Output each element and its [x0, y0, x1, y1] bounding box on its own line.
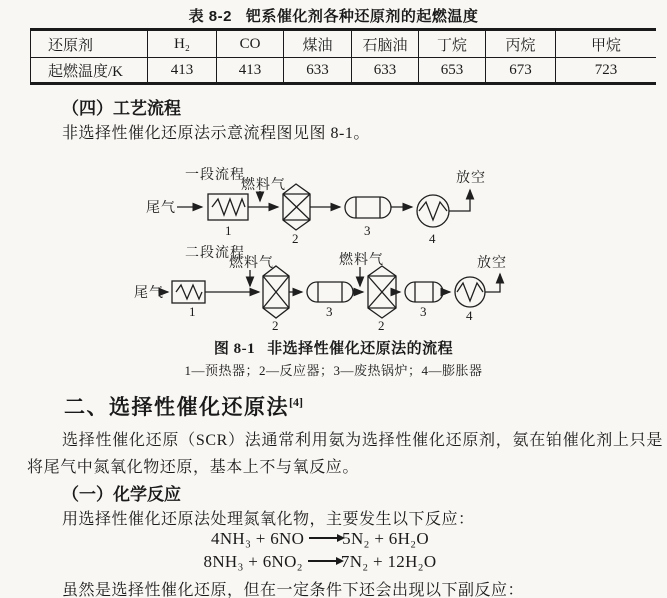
table-cell: 673: [486, 58, 556, 84]
table-cell: 653: [419, 58, 486, 84]
figure-number: 图 8-1: [213, 341, 256, 357]
reaction-arrow-icon: [309, 537, 339, 539]
vent-label: 放空: [456, 171, 486, 186]
waste-heat-boiler-symbol: [307, 282, 353, 302]
table-header-cell: 丁烷: [419, 30, 486, 58]
reactor-symbol: [283, 184, 310, 230]
side-reactions-note: 虽然是选择性催化还原，但在一定条件下还会出现以下副反应：: [62, 582, 525, 598]
equip-number-label: 3: [326, 304, 333, 319]
stage-two-label: 二段流程: [185, 246, 245, 261]
expander-symbol: [417, 195, 449, 227]
figure-caption-text: 非选择性催化还原法的流程: [267, 341, 454, 357]
table-cell: 633: [352, 58, 419, 84]
fuel-gas-label: 燃料气: [339, 253, 384, 268]
table-number: 表 8-2: [188, 8, 232, 25]
waste-heat-boiler-symbol: [405, 282, 443, 302]
table-header-cell: 甲烷: [556, 30, 657, 58]
equation-rhs: 7N₂ + 12H₂O: [340, 552, 437, 571]
table-header-row: [31, 30, 657, 58]
reaction-arrow-icon: [308, 560, 338, 562]
process-flow-diagram: [0, 158, 560, 338]
table-header-cell: 丙烷: [486, 30, 556, 58]
equip-number-label: 1: [225, 223, 232, 238]
tail-gas-label: 尾气: [134, 286, 164, 301]
equip-number-label: 3: [364, 223, 371, 238]
equip-number-label: 4: [466, 308, 473, 323]
equip-number-label: 2: [292, 231, 299, 246]
table-row: [31, 58, 657, 84]
scr-paragraph: 选择性催化还原（SCR）法通常利用氨为选择性催化还原剂，氨在铂催化剂上只是将尾气中氮氧化物还原，基本上不与氧反应。: [27, 432, 663, 476]
chemical-equation: [0, 552, 640, 572]
equip-number-label: 2: [378, 318, 385, 333]
waste-heat-boiler-symbol: [345, 197, 391, 218]
table-header-cell: 还原剂: [31, 30, 148, 58]
section-four-intro: 非选择性催化还原法示意流程图见图 8-1。: [62, 125, 370, 142]
equip-number-label: 3: [420, 304, 427, 319]
section-four-heading: （四）工艺流程: [62, 99, 181, 118]
table-cell: 413: [148, 58, 217, 84]
stage-one-label: 一段流程: [185, 168, 245, 183]
table-cell: 413: [217, 58, 284, 84]
preheater-symbol: [172, 281, 205, 303]
vent-arrow: [449, 190, 470, 211]
figure-caption: [0, 337, 667, 358]
table-header-cell: H₂: [148, 30, 217, 58]
preheater-symbol: [208, 194, 248, 220]
section-two-heading: [64, 391, 303, 421]
table-row-label: 起燃温度/K: [31, 58, 148, 84]
table-cell: 633: [284, 58, 352, 84]
reactor-symbol: [263, 266, 289, 318]
equation-lhs: 8NH₃ + 6NO₂: [203, 552, 303, 571]
fuel-gas-label: 燃料气: [241, 178, 286, 193]
figure-legend: 1—预热器；2—反应器；3—废热锅炉；4—膨胀器: [184, 363, 483, 378]
equation-lhs: 4NH₃ + 6NO: [211, 529, 305, 548]
equip-number-label: 1: [189, 304, 196, 319]
table-header-cell: CO: [217, 30, 284, 58]
table-title-text: 钯系催化剂各种还原剂的起燃温度: [245, 8, 479, 25]
section-one-heading: （一）化学反应: [62, 485, 181, 504]
section-two-heading-text: 二、选择性催化还原法: [64, 395, 289, 419]
tail-gas-label: 尾气: [146, 201, 176, 216]
fuel-gas-label: 燃料气: [229, 256, 274, 271]
table-title: [0, 5, 667, 26]
equation-rhs: 5N₂ + 6H₂O: [342, 529, 429, 548]
expander-symbol: [455, 277, 485, 307]
chemical-equation: [0, 529, 640, 549]
table-cell: 723: [594, 61, 618, 78]
table-header-cell: 石脑油: [352, 30, 419, 58]
vent-arrow: [485, 274, 500, 292]
reactions-intro: 用选择性催化还原法处理氮氧化物，主要发生以下反应：: [62, 511, 475, 528]
ignition-temperature-table: [30, 28, 656, 85]
equip-number-label: 4: [429, 231, 436, 246]
reactor-symbol: [368, 266, 396, 318]
reference-superscript: [4]: [289, 395, 303, 409]
vent-label: 放空: [477, 256, 507, 271]
equip-number-label: 2: [272, 318, 279, 333]
table-header-cell: 煤油: [284, 30, 352, 58]
